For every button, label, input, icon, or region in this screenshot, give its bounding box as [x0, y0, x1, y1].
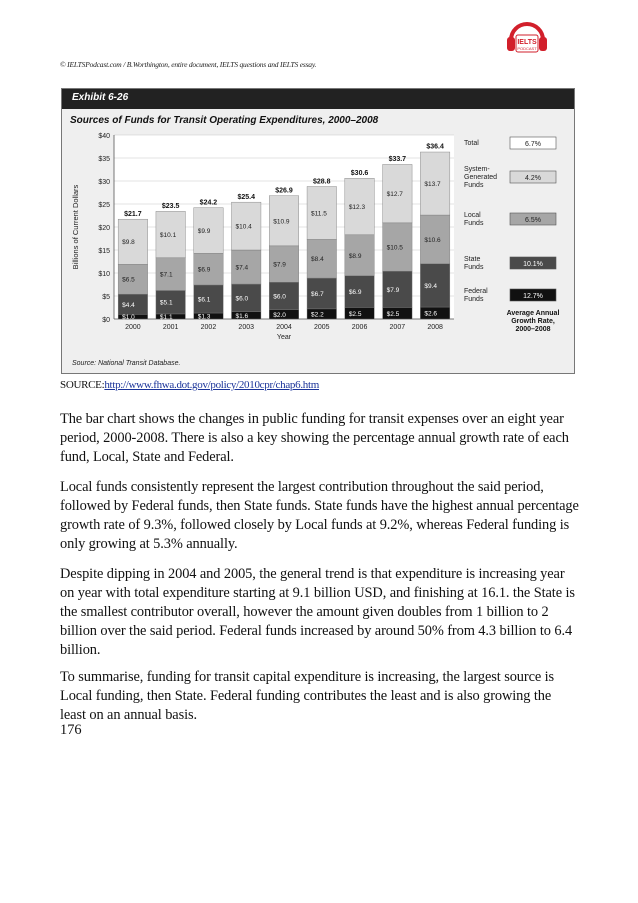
logo-bottom-text: PODCAST — [517, 46, 537, 51]
page-number: 176 — [60, 722, 82, 738]
bar-value-label: $2.6 — [424, 310, 438, 318]
exhibit-figure — [61, 88, 575, 374]
bar-total-label: $33.7 — [388, 155, 407, 163]
x-tick-label: 2006 — [351, 324, 368, 331]
bar-value-label: $12.7 — [386, 191, 403, 199]
x-tick-label: 2005 — [313, 324, 330, 331]
x-axis-label: Year — [276, 334, 292, 341]
legend-label: Total — [464, 140, 479, 147]
bar-value-label: $7.1 — [159, 271, 173, 279]
bar-value-label: $4.4 — [122, 301, 135, 309]
bar-value-label: $2.0 — [273, 311, 286, 319]
legend-label: Federal Funds — [464, 288, 488, 303]
legend-caption: Average Annual Growth Rate, 2000–2008 — [506, 310, 560, 333]
headphone-right-cup — [539, 37, 547, 51]
bar-total-label: $23.5 — [161, 202, 180, 210]
source-line — [60, 379, 319, 391]
bar-value-label: $1.0 — [122, 314, 135, 322]
bar-value-label: $2.2 — [311, 311, 324, 319]
source-link[interactable]: http://www.fhwa.dot.gov/policy/2010cpr/chap6.htm — [104, 379, 319, 391]
bar-value-label: $9.8 — [122, 239, 135, 247]
paragraph-4: To summarise, funding for transit capital expenditure is increasing, the largest source is Local funding, then State. Federal funding contributes the least and is also growing the least on an annual basis. — [60, 669, 555, 723]
paragraph-3: Despite dipping in 2004 and 2005, the general trend is that expenditure is increasing year on year with total expenditure starting at 9.1 billion USD, and finishing at 16.1. the State is the smallest contributor overall, however the amount given doubles from 1 billion to 2 billion over the said period. Federal funds increased by around 50% from 4.3 billion to 6.4 billion. — [60, 566, 575, 658]
bar-value-label: $1.1 — [159, 313, 173, 321]
bar-value-label: $7.9 — [273, 261, 286, 269]
bar-total-label: $21.7 — [124, 211, 142, 219]
bar-value-label: $6.0 — [235, 295, 249, 303]
logo-top-text: IELTS — [517, 39, 537, 46]
bar-value-label: $9.9 — [197, 227, 211, 235]
bar-value-label: $12.3 — [348, 204, 366, 212]
paragraph-1: The bar chart shows the changes in public funding for transit expenses over an eight year period, 2000-2008. There is also a key showing the percentage annual growth rate of each fund, Local, State and Federal. — [60, 411, 569, 465]
y-tick-label: $10 — [98, 271, 110, 278]
legend-label: Local Funds — [464, 212, 484, 227]
bar-value-label: $7.4 — [235, 264, 249, 272]
x-tick-label: 2007 — [389, 324, 406, 331]
paragraph-2: Local funds consistently represent the largest contribution throughout the said period, followed by Federal funds, then State funds. State funds have the highest annual percentage growth rate of 9.3%, followed closely by Local funds at 9.2%, whereas Federal funding is only growing at 5.3% annually. — [60, 479, 579, 552]
bar-value-label: $2.5 — [348, 310, 362, 318]
legend-rate: 12.7% — [523, 293, 543, 300]
exhibit-tab-label: Exhibit 6-26 — [72, 92, 129, 103]
exhibit-tab — [62, 89, 574, 109]
bar-value-label: $10.6 — [424, 236, 441, 244]
y-tick-label: $25 — [98, 202, 110, 209]
bar-value-label: $13.7 — [424, 181, 441, 189]
headphone-left-cup — [507, 37, 515, 51]
bar-value-label: $10.4 — [235, 223, 252, 231]
bar-value-label: $10.5 — [386, 244, 403, 252]
funding-bar-chart — [62, 109, 574, 373]
legend-rate: 10.1% — [523, 261, 543, 268]
bar-value-label: $2.5 — [386, 310, 400, 318]
x-tick-label: 2003 — [238, 324, 255, 331]
y-tick-label: $30 — [98, 179, 110, 186]
y-tick-label: $35 — [98, 156, 110, 163]
x-tick-label: 2001 — [162, 324, 179, 331]
y-axis-label: Billions of Current Dollars — [71, 184, 80, 270]
legend-label: System-Generated Funds — [464, 166, 498, 189]
bar-value-label: $6.9 — [348, 289, 362, 297]
ielts-podcast-logo — [505, 18, 549, 58]
bar-value-label: $6.1 — [197, 296, 211, 304]
x-tick-label: 2004 — [276, 324, 292, 331]
bar-total-label: $26.9 — [275, 187, 293, 195]
bar-value-label: $5.1 — [159, 299, 173, 307]
bar-total-label: $25.4 — [237, 194, 255, 202]
y-tick-label: $5 — [102, 294, 110, 301]
y-tick-label: $15 — [98, 248, 110, 255]
bar-value-label: $11.5 — [311, 210, 327, 218]
x-tick-label: 2000 — [125, 324, 141, 331]
legend-label: State Funds — [464, 256, 484, 271]
bar-value-label: $8.9 — [348, 252, 362, 260]
bar-value-label: $1.6 — [235, 312, 249, 320]
bar-total-label: $28.8 — [313, 178, 331, 186]
legend-rate: 4.2% — [525, 175, 541, 182]
bar-value-label: $6.5 — [122, 276, 135, 284]
bar-value-label: $6.9 — [197, 266, 211, 274]
legend-rate: 6.7% — [525, 141, 541, 148]
bar-value-label: $9.4 — [424, 282, 438, 290]
bar-value-label: $6.0 — [273, 293, 286, 301]
bar-value-label: $6.7 — [311, 290, 324, 298]
bar-value-label: $7.9 — [386, 286, 400, 294]
bar-value-label: $1.3 — [197, 313, 211, 321]
y-tick-label: $40 — [98, 133, 110, 140]
source-prefix: SOURCE: — [60, 379, 105, 391]
bar-total-label: $24.2 — [199, 199, 218, 207]
y-tick-label: $0 — [102, 317, 110, 324]
x-tick-label: 2002 — [200, 324, 217, 331]
x-tick-label: 2008 — [427, 324, 443, 331]
copyright-header: © IELTSPodcast.com / B.Worthington, entire document, IELTS questions and IELTS essay. — [60, 60, 317, 69]
bar-value-label: $10.1 — [159, 232, 177, 240]
legend-rate: 6.5% — [525, 217, 541, 224]
chart-title: Sources of Funds for Transit Operating Expenditures, 2000–2008 — [70, 115, 379, 126]
exhibit-source-note: Source: National Transit Database. — [72, 360, 181, 367]
bar-total-label: $36.4 — [426, 143, 444, 151]
y-tick-label: $20 — [98, 225, 110, 232]
bar-value-label: $10.9 — [273, 218, 290, 226]
bar-value-label: $8.4 — [311, 256, 324, 264]
bar-total-label: $30.6 — [350, 170, 369, 178]
